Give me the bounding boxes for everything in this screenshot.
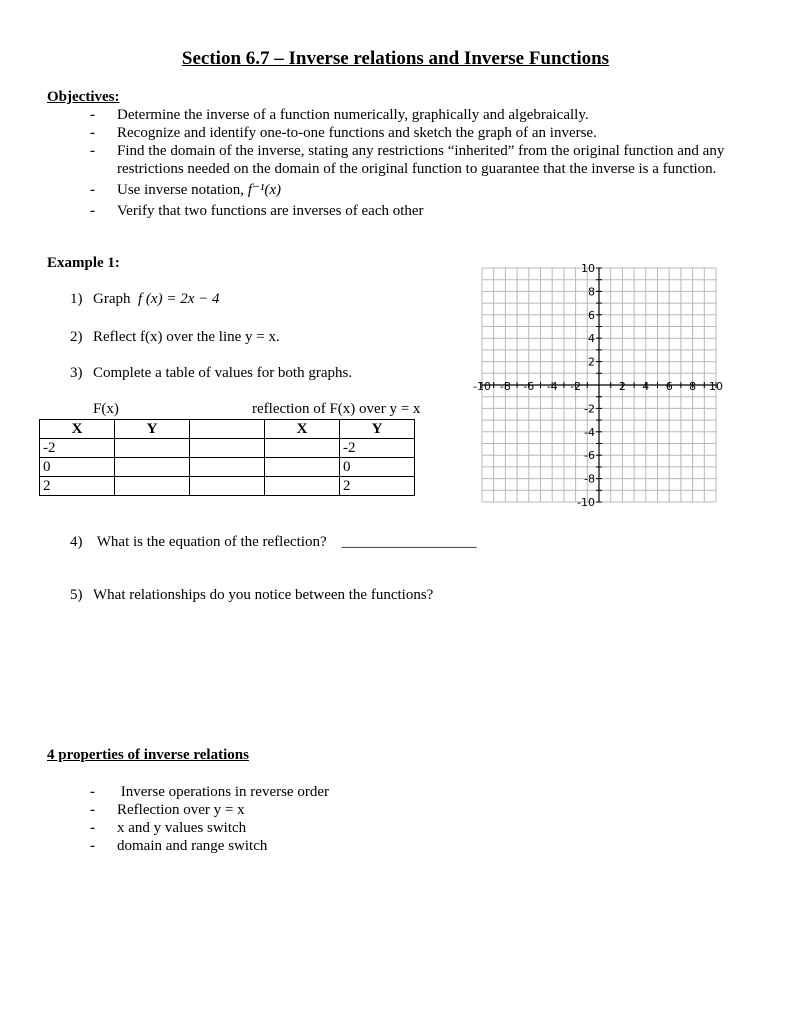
- function-equation: f (x) = 2x − 4: [138, 291, 220, 307]
- bullet: -: [90, 820, 95, 836]
- x-tick-label: 8: [689, 380, 697, 393]
- question-3: [70, 365, 352, 382]
- column-header: [190, 420, 265, 439]
- list-item: [90, 181, 724, 199]
- y-tick-label: -4: [584, 425, 595, 439]
- coordinate-grid[interactable]: [468, 258, 730, 516]
- x-tick-label: -8: [499, 380, 511, 393]
- x-tick-label: 4: [642, 380, 650, 393]
- inverse-notation: f⁻¹(x): [247, 182, 282, 198]
- table-label-reflection: reflection of F(x) over y = x: [252, 401, 421, 417]
- values-table: [39, 419, 415, 496]
- property-text: Inverse operations in reverse order: [117, 784, 329, 800]
- bullet: -: [90, 182, 95, 198]
- table-cell[interactable]: -2: [40, 439, 115, 458]
- objectives-list: [90, 106, 724, 220]
- question-5: [70, 587, 433, 604]
- list-item: [90, 783, 329, 801]
- list-item: [90, 202, 724, 220]
- column-header: X: [265, 420, 340, 439]
- bullet: -: [90, 143, 95, 159]
- question-number: 4): [70, 534, 83, 550]
- bullet: -: [90, 125, 95, 141]
- x-tick-label: -6: [523, 380, 535, 393]
- answer-blank[interactable]: __________________: [341, 534, 477, 550]
- list-item: [90, 124, 724, 142]
- objective-text: Determine the inverse of a function numerically, graphically and algebraically.: [117, 107, 589, 123]
- objective-text: restrictions needed on the domain of the original function to guarantee that the inverse is a function.: [117, 161, 717, 177]
- list-item: [90, 801, 329, 819]
- question-number: 3): [70, 365, 83, 381]
- table-cell[interactable]: [115, 458, 190, 477]
- y-tick-label: 10: [581, 262, 595, 275]
- question-number: 5): [70, 587, 83, 603]
- property-text: x and y values switch: [117, 820, 247, 836]
- table-cell[interactable]: [115, 477, 190, 496]
- table-row: [40, 439, 415, 458]
- objectives-heading: Objectives:: [47, 89, 120, 105]
- y-tick-label: -10: [577, 496, 595, 509]
- objective-text: Verify that two functions are inverses of each other: [117, 203, 424, 219]
- objective-text: Recognize and identify one-to-one functions and sketch the graph of an inverse.: [117, 125, 597, 141]
- x-tick-label: 6: [665, 380, 673, 393]
- bullet: -: [90, 784, 95, 800]
- column-header: Y: [340, 420, 415, 439]
- properties-list: [90, 783, 329, 855]
- table-cell[interactable]: [265, 458, 340, 477]
- y-tick-label: -8: [584, 472, 595, 486]
- example-heading: Example 1:: [47, 255, 120, 271]
- x-tick-label: 10: [709, 380, 723, 393]
- list-item: [90, 142, 724, 160]
- list-item: [90, 837, 329, 855]
- list-item: [90, 819, 329, 837]
- question-number: 1): [70, 291, 83, 307]
- table-cell[interactable]: [115, 439, 190, 458]
- question-number: 2): [70, 329, 83, 345]
- x-tick-label: 2: [618, 380, 626, 393]
- question-text: Complete a table of values for both graphs.: [93, 365, 353, 381]
- table-cell[interactable]: 2: [340, 477, 415, 496]
- table-label-fx: F(x): [93, 401, 119, 417]
- x-tick-label: -2: [570, 380, 582, 393]
- question-text: What is the equation of the reflection?: [96, 534, 327, 550]
- question-text: Reflect f(x) over the line y = x.: [93, 329, 280, 345]
- objective-text: Find the domain of the inverse, stating any restrictions “inherited” from the original function and any: [117, 143, 725, 159]
- x-tick-labels: [473, 380, 723, 393]
- question-1: [70, 291, 219, 308]
- table-header-row: [40, 420, 415, 439]
- property-text: Reflection over y = x: [117, 802, 245, 818]
- column-header: Y: [115, 420, 190, 439]
- bullet: -: [90, 203, 95, 219]
- question-text: Graph: [93, 291, 131, 307]
- table-row: [40, 477, 415, 496]
- y-tick-label: 8: [588, 285, 595, 299]
- bullet: -: [90, 838, 95, 854]
- x-tick-label: -10: [473, 380, 491, 393]
- list-item: [90, 106, 724, 124]
- table-cell[interactable]: [190, 439, 265, 458]
- table-cell[interactable]: [190, 458, 265, 477]
- question-text: What relationships do you notice between the functions?: [93, 587, 434, 603]
- question-2: [70, 329, 280, 346]
- table-cell[interactable]: [190, 477, 265, 496]
- table-cell[interactable]: [265, 477, 340, 496]
- question-4: [70, 534, 477, 551]
- table-cell[interactable]: [265, 439, 340, 458]
- list-item-continued: [90, 160, 724, 178]
- y-tick-label: -2: [584, 402, 595, 416]
- table-cell[interactable]: 2: [40, 477, 115, 496]
- table-cell[interactable]: 0: [340, 458, 415, 477]
- table-row: [40, 458, 415, 477]
- y-tick-label: 4: [588, 332, 595, 346]
- properties-heading: 4 properties of inverse relations: [47, 747, 249, 763]
- bullet: -: [90, 107, 95, 123]
- table-cell[interactable]: -2: [340, 439, 415, 458]
- y-tick-label: 2: [588, 355, 595, 369]
- table-cell[interactable]: 0: [40, 458, 115, 477]
- x-tick-label: -4: [546, 380, 558, 393]
- page-title: Section 6.7 – Inverse relations and Inverse Functions: [181, 48, 610, 69]
- y-tick-label: 6: [588, 308, 595, 322]
- y-tick-label: -6: [584, 449, 595, 463]
- property-text: domain and range switch: [117, 838, 268, 854]
- bullet: -: [90, 802, 95, 818]
- objective-text: Use inverse notation,: [117, 182, 245, 198]
- column-header: X: [40, 420, 115, 439]
